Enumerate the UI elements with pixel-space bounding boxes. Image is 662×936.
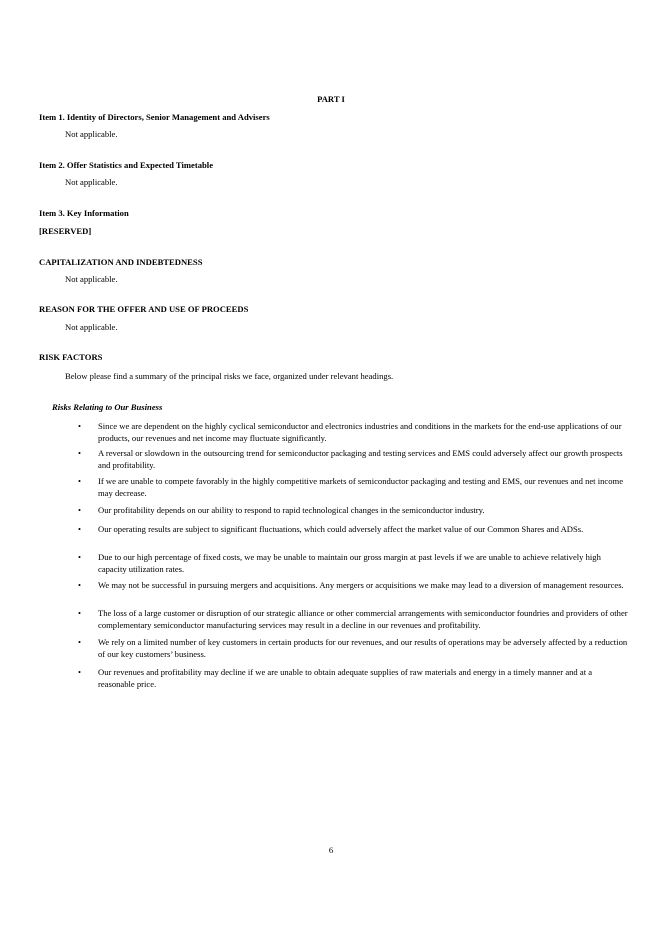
- risk-bullet-text: Our revenues and profitability may decline if we are unable to obtain adequate supplies of raw materials and energy in a timely manner and at a reasonable price.: [98, 667, 593, 689]
- part-heading: PART I: [317, 94, 345, 104]
- bullet-icon: •: [78, 448, 82, 458]
- risk-bullet-text: Our profitability depends on our ability to respond to rapid technological changes in the semiconductor industry.: [98, 505, 485, 515]
- risk-subheading: Risks Relating to Our Business: [52, 402, 163, 412]
- item1-text: Not applicable.: [65, 129, 118, 139]
- risk-bullet-text: We may not be successful in pursuing mergers and acquisitions. Any mergers or acquisitions we make may lead to a diversion of management resources.: [98, 580, 624, 590]
- risk-bullet-text: If we are unable to compete favorably in the highly competitive markets of semiconductor packaging and testing and EMS, our revenues and net income may decrease.: [98, 476, 624, 498]
- risk-bullet-text: Due to our high percentage of fixed costs, we may be unable to maintain our gross margin at past levels if we are unable to achieve relatively high capacity utilization rates.: [98, 552, 601, 574]
- risk-factors-title: RISK FACTORS: [39, 352, 103, 362]
- risk-bullet-text: A reversal or slowdown in the outsourcing trend for semiconductor packaging and testing services and EMS could adversely affect our growth prospects and profitability.: [98, 448, 623, 470]
- bullet-icon: •: [78, 580, 82, 590]
- reason-title: REASON FOR THE OFFER AND USE OF PROCEEDS: [39, 304, 249, 314]
- capitalization-text: Not applicable.: [65, 274, 118, 284]
- bullet-icon: •: [78, 552, 82, 562]
- reason-text: Not applicable.: [65, 322, 118, 332]
- bullet-icon: •: [78, 608, 82, 618]
- bullet-icon: •: [78, 421, 82, 431]
- item3-title: Item 3. Key Information: [39, 208, 129, 218]
- risk-intro: Below please find a summary of the principal risks we face, organized under relevant headings.: [65, 371, 394, 381]
- bullet-icon: •: [78, 667, 82, 677]
- capitalization-title: CAPITALIZATION AND INDEBTEDNESS: [39, 257, 203, 267]
- risk-bullet-text: Since we are dependent on the highly cyclical semiconductor and electronics industries and conditions in the markets for the end-use applications of our products, our revenues and net income may fluctuate significantly.: [98, 421, 622, 443]
- item2-title: Item 2. Offer Statistics and Expected Timetable: [39, 160, 214, 170]
- bullet-icon: •: [78, 524, 82, 534]
- bullet-icon: •: [78, 637, 82, 647]
- bullet-icon: •: [78, 505, 82, 515]
- item1-title: Item 1. Identity of Directors, Senior Management and Advisers: [39, 112, 270, 122]
- risk-bullet-text: Our operating results are subject to significant fluctuations, which could adversely affect the market value of our Common Shares and ADSs.: [98, 524, 584, 534]
- page-number: 6: [328, 845, 334, 855]
- bullet-icon: •: [78, 476, 82, 486]
- item3-reserved: [RESERVED]: [39, 226, 92, 236]
- risk-bullet-text: We rely on a limited number of key customers in certain products for our revenues, and our results of operations may be adversely affected by a reduction of our key customers’ business.: [98, 637, 628, 659]
- risk-bullet-text: The loss of a large customer or disruption of our strategic alliance or other commercial arrangements with semiconductor foundries and providers of other complementary semiconductor manufacturing services may result in a decline in our revenues and profitability.: [98, 608, 628, 630]
- item2-text: Not applicable.: [65, 177, 118, 187]
